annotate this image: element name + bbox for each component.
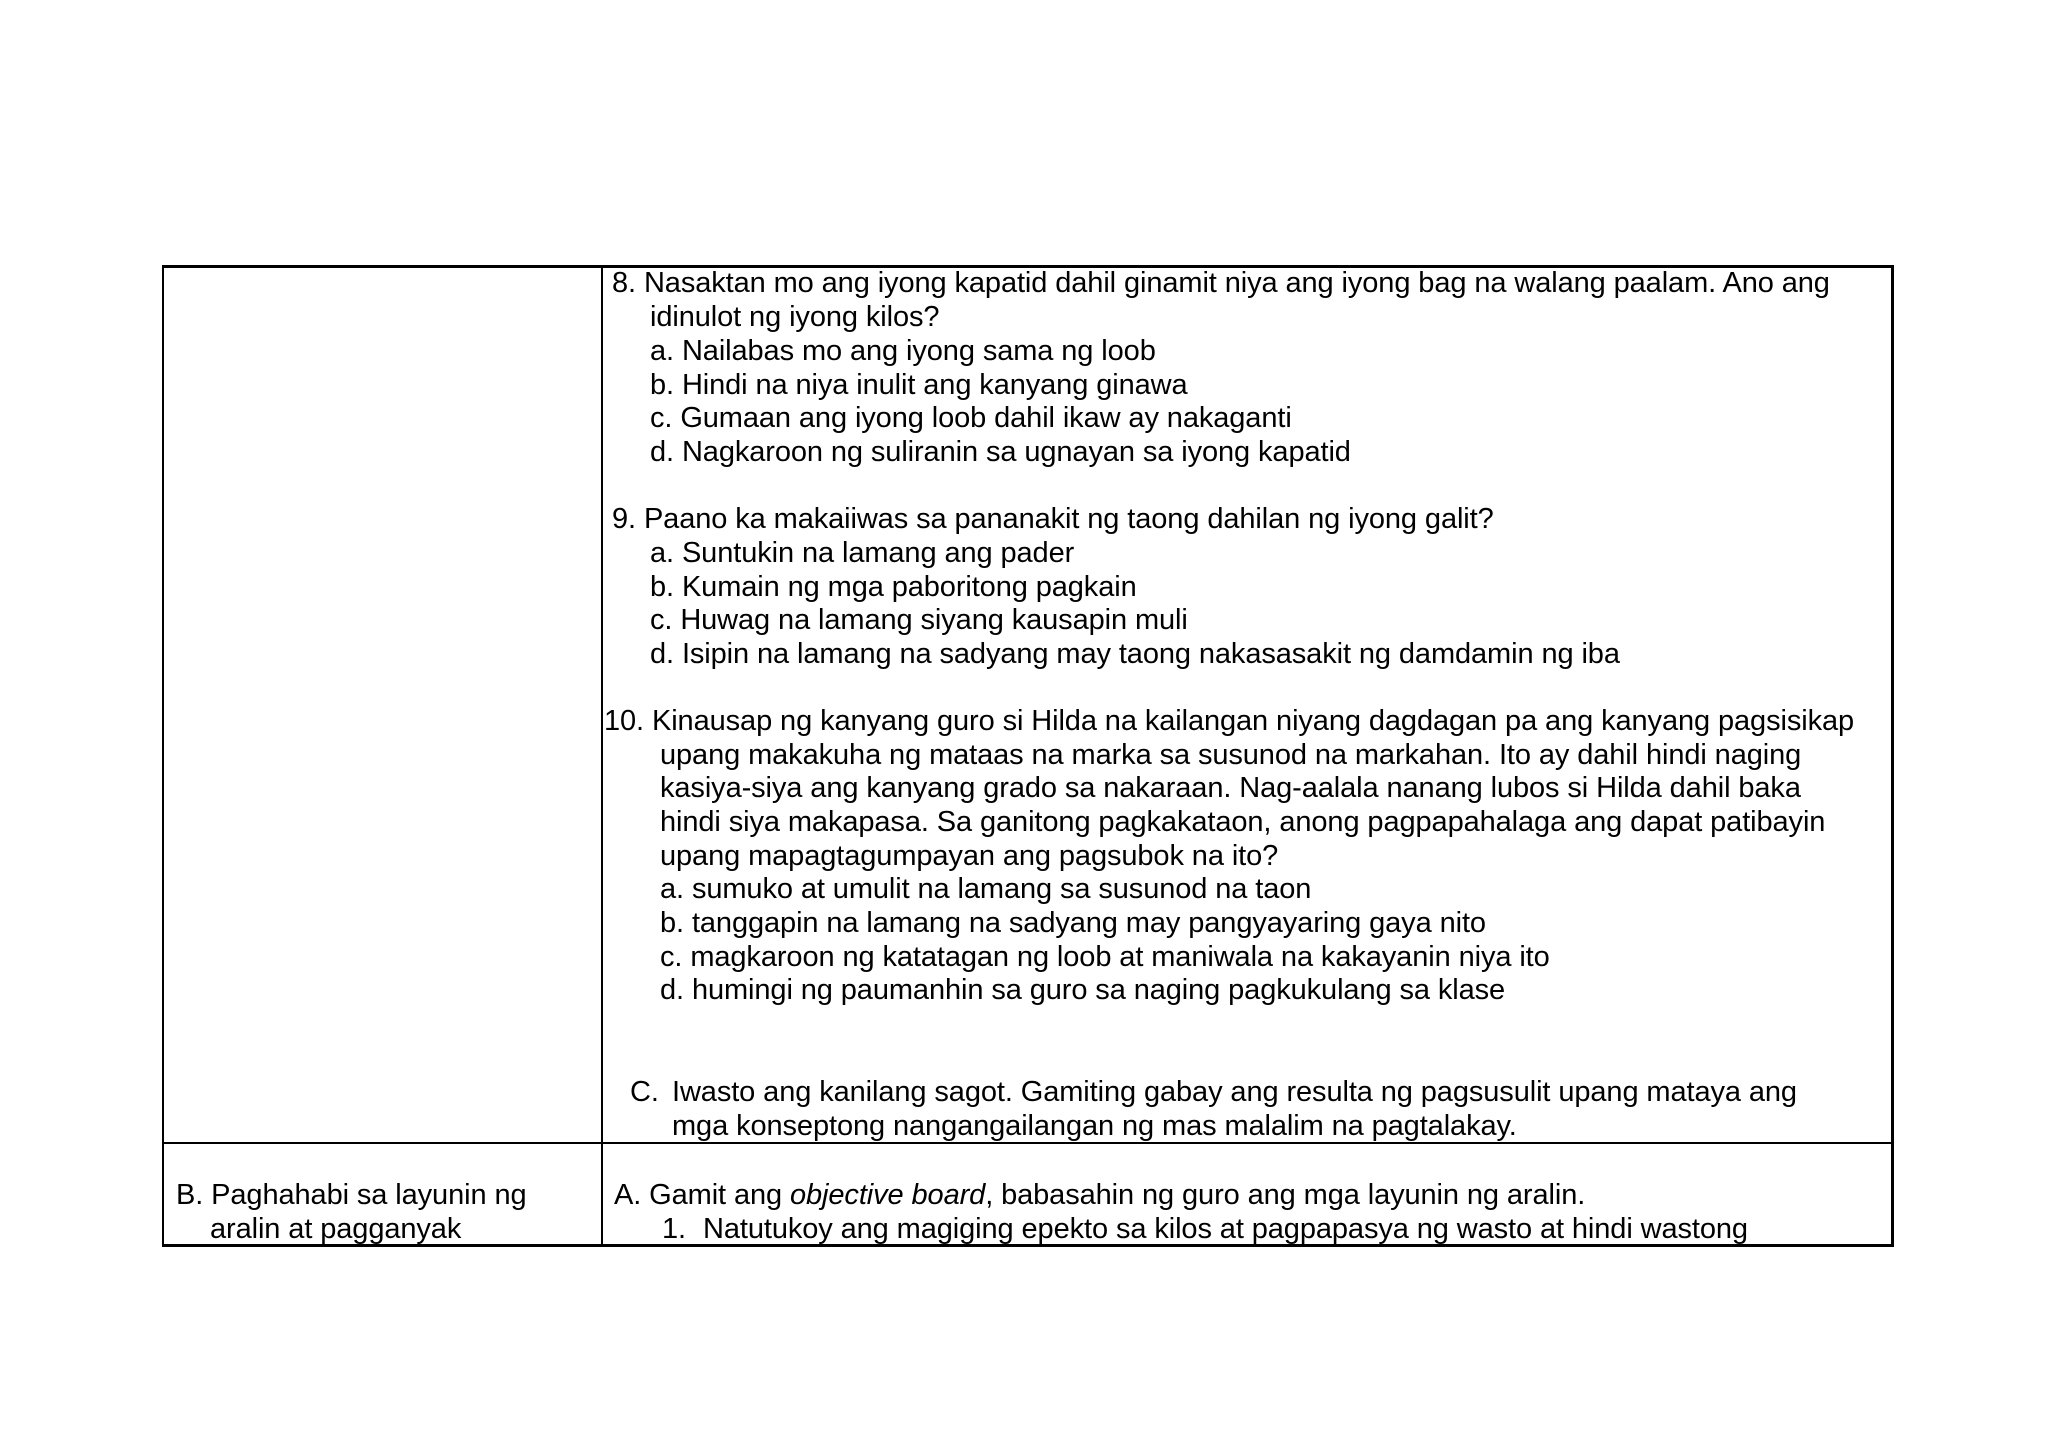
- row-b-instruction-suffix: , babasahin ng guro ang mga layunin ng aralin.: [985, 1179, 1586, 1211]
- question-10-stem-cont-3: hindi siya makapasa. Sa ganitong pagkakataon, anong pagpapahalaga ang dapat patibayin: [660, 806, 1826, 838]
- row-b-label: B. Paghahabi sa layunin ng: [176, 1179, 527, 1211]
- table-border-left: [162, 265, 164, 1247]
- question-10-stem-cont-2: kasiya-siya ang kanyang grado sa nakaraan. Nag-aalala nanang lubos si Hilda dahil baka: [660, 772, 1801, 804]
- question-10-stem-cont-1: upang makakuha ng mataas na marka sa susunod na markahan. Ito ay dahil hindi naging: [660, 739, 1802, 771]
- question-9-stem: 9. Paano ka makaiiwas sa pananakit ng taong dahilan ng iyong galit?: [612, 503, 1494, 535]
- step-c-text: Iwasto ang kanilang sagot. Gamiting gabay ang resulta ng pagsusulit upang mataya ang: [672, 1076, 1797, 1108]
- question-8-choice-d: d. Nagkaroon ng suliranin sa ugnayan sa iyong kapatid: [650, 436, 1351, 468]
- objective-1-text: Natutukoy ang magiging epekto sa kilos at pagpapasya ng wasto at hindi wastong: [703, 1213, 1748, 1245]
- question-9-choice-a: a. Suntukin na lamang ang pader: [650, 537, 1075, 569]
- question-8-choice-c: c. Gumaan ang iyong loob dahil ikaw ay nakaganti: [650, 402, 1292, 434]
- question-10-stem: 10. Kinausap ng kanyang guro si Hilda na kailangan niyang dagdagan pa ang kanyang pagsisikap: [604, 705, 1855, 737]
- table-border-column-divider: [601, 265, 603, 1247]
- step-c-marker: C.: [630, 1076, 659, 1108]
- question-9-choice-c: c. Huwag na lamang siyang kausapin muli: [650, 604, 1188, 636]
- question-10-choice-a: a. sumuko at umulit na lamang sa susunod na taon: [660, 873, 1312, 905]
- question-10-choice-b: b. tanggapin na lamang na sadyang may pangyayaring gaya nito: [660, 907, 1486, 939]
- question-10-choice-c: c. magkaroon ng katatagan ng loob at maniwala na kakayanin niya ito: [660, 941, 1550, 973]
- row-b-instruction: [614, 1178, 1585, 1212]
- question-8-stem: 8. Nasaktan mo ang iyong kapatid dahil ginamit niya ang iyong bag na walang paalam. Ano ang: [612, 267, 1830, 299]
- question-10-choice-d: d. humingi ng paumanhin sa guro sa naging pagkukulang sa klase: [660, 974, 1506, 1006]
- question-8-choice-a: a. Nailabas mo ang iyong sama ng loob: [650, 335, 1156, 367]
- question-8-stem-cont: idinulot ng iyong kilos?: [650, 301, 940, 333]
- objective-1-marker: 1.: [662, 1213, 686, 1245]
- row-b-instruction-prefix: A. Gamit ang: [614, 1179, 790, 1211]
- row-b-label-cont: aralin at pagganyak: [210, 1213, 462, 1245]
- row-b-instruction-italic: objective board: [790, 1179, 986, 1211]
- step-c-text-cont: mga konseptong nangangailangan ng mas malalim na pagtalakay.: [672, 1110, 1517, 1142]
- question-9-choice-d: d. Isipin na lamang na sadyang may taong nakasasakit ng damdamin ng iba: [650, 638, 1620, 670]
- question-8-choice-b: b. Hindi na niya inulit ang kanyang ginawa: [650, 369, 1188, 401]
- table-border-right: [1891, 265, 1894, 1247]
- question-9-choice-b: b. Kumain ng mga paboritong pagkain: [650, 571, 1137, 603]
- question-10-stem-cont-4: upang mapagtagumpayan ang pagsubok na ito?: [660, 840, 1279, 872]
